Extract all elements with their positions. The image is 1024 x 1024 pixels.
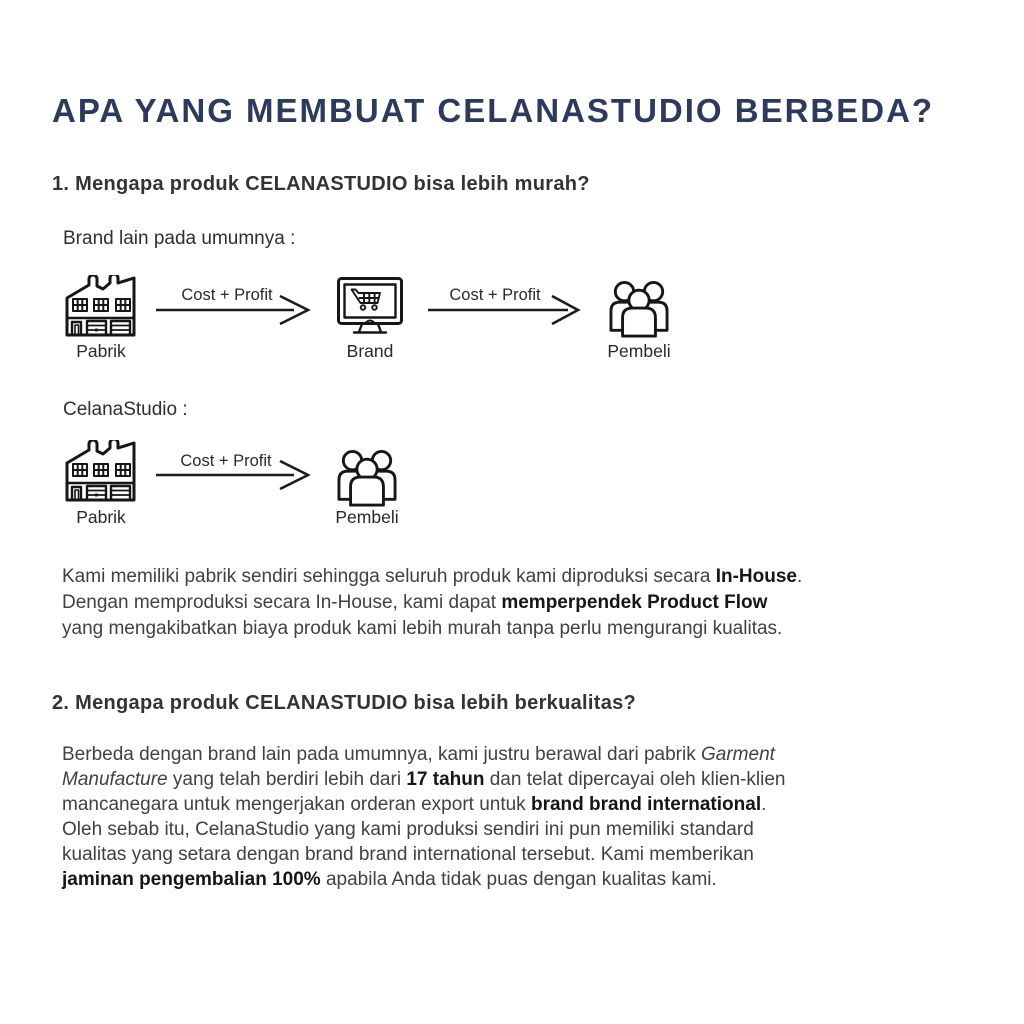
section1-heading: 1. Mengapa produk CELANASTUDIO bisa lebih murah?: [52, 173, 590, 195]
flow-arrow-icon: [156, 293, 316, 327]
node-label-pabrik: Pabrik: [76, 341, 126, 361]
section2-paragraph: Berbeda dengan brand lain pada umumnya, kami justru berawal dari pabrik Garment Manufacture yang telah berdiri lebih dari 17 tahun dan telat dipercayai oleh klien-klien mancanegara untuk mengerjakan orderan export untuk brand brand international. Oleh sebab itu, CelanaStudio yang kami produksi sendiri ini pun memiliki standard kualitas yang setara dengan brand brand international tersebut. Kami memberikan jaminan pengembalian 100% apabila Anda tidak puas dengan kualitas kami.: [62, 744, 786, 890]
node-label-brand: Brand: [346, 341, 394, 361]
arrow-label-cost-profit: Cost + Profit: [181, 286, 273, 304]
section2-heading: 2. Mengapa produk CELANASTUDIO bisa lebih berkualitas?: [52, 692, 637, 714]
monitor-cart-icon: [336, 276, 404, 336]
flow-other-brands-intro: Brand lain pada umumnya :: [63, 228, 296, 249]
arrow-label-cost-profit: Cost + Profit: [449, 286, 541, 304]
flow-celanastudio-intro: CelanaStudio :: [63, 399, 188, 420]
flow-arrow-icon: [156, 458, 316, 492]
buyers-group-icon: [608, 280, 670, 338]
buyers-group-icon: [336, 449, 398, 507]
node-label-pembeli: Pembeli: [607, 341, 671, 361]
factory-icon: [62, 440, 140, 502]
node-label-pabrik: Pabrik: [76, 507, 126, 527]
arrow-label-cost-profit: Cost + Profit: [180, 452, 272, 470]
page-title: APA YANG MEMBUAT CELANASTUDIO BERBEDA?: [52, 92, 935, 130]
flow-arrow-icon: [428, 293, 582, 327]
factory-icon: [62, 275, 140, 337]
section1-paragraph: Kami memiliki pabrik sendiri sehingga seluruh produk kami diproduksi secara In-House. Dengan memproduksi secara In-House, kami dapat memperpendek Product Flow yang mengakibatkan biaya produk kami lebih murah tanpa perlu mengurangi kualitas.: [62, 566, 803, 639]
node-label-pembeli: Pembeli: [335, 507, 399, 527]
